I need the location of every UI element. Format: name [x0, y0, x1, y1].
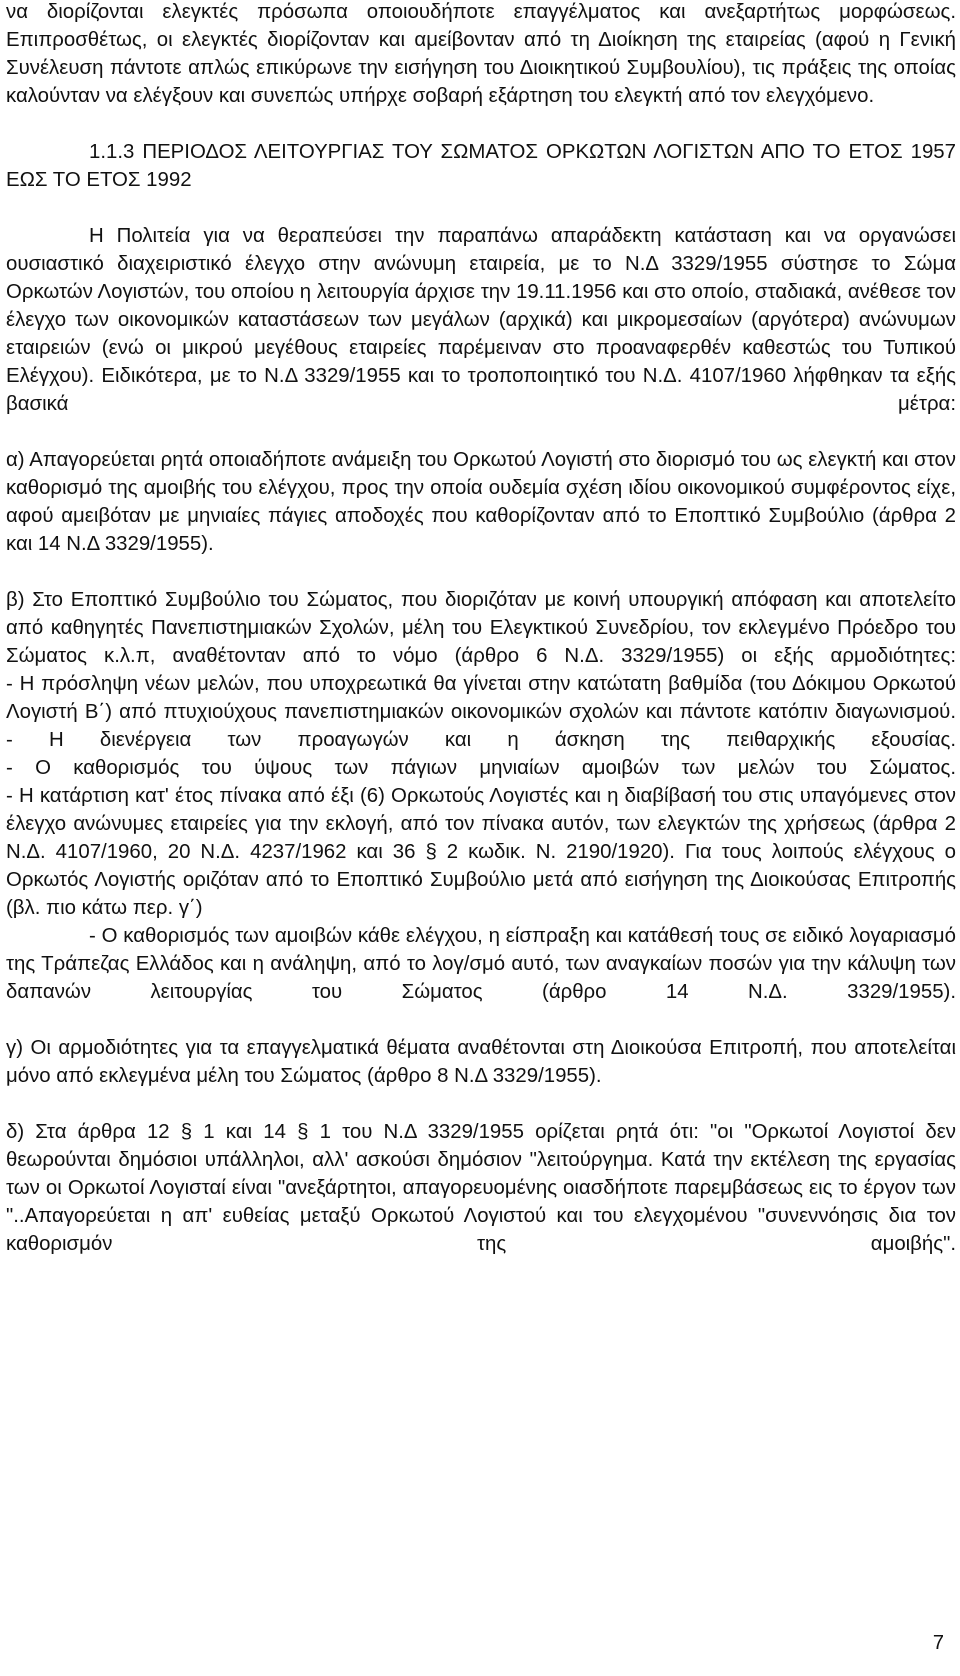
item-c-paragraph: γ) Οι αρμοδιότητες για τα επαγγελματικά θέματα αναθέτονται στη Διοικούσα Επιτροπή, που αποτελείται μόνο από εκλεγμένα μέλη του Σώματος (άρθρο 8 Ν.Δ 3329/1955).	[6, 1037, 956, 1087]
item-b-dash-item: - Ο καθορισμός των αμοιβών κάθε ελέγχου, η είσπραξη και κατάθεσή τους σε ειδικό λογαριασμό της Τράπεζας Ελλάδος και η ανάληψη, από το λογ/σμό αυτό, των αναγκαίων ποσών για την κάλυψη των δαπανών λειτουργίας του Σώματος (άρθρο 14 Ν.Δ. 3329/1955).	[6, 925, 956, 1003]
spacer	[6, 1090, 956, 1118]
intro-paragraph: να διορίζονται ελεγκτές πρόσωπα οποιουδήποτε επαγγέλματος και ανεξαρτήτως μορφώσεως. Επιπροσθέτως, οι ελεγκτές διορίζονταν και αμείβονταν από τη Διοίκηση της εταιρείας (αφού η Γενική Συνέλευση πάντοτε απλώς επικύρωνε την εισήγηση του Διοικητικού Συμβουλίου), τις πράξεις της οποίας καλούνταν να ελέγξουν και συνεπώς υπήρχε σοβαρή εξάρτηση του ελεγκτή από τον ελεγχόμενο.	[6, 1, 956, 107]
item-b-dash-item: - Η κατάρτιση κατ' έτος πίνακα από έξι (6) Ορκωτούς Λογιστές και η διαβίβασή του στις υπαγόμενες στον έλεγχο ανώνυμες εταιρείες για την εκλογή, από τον πίνακα αυτόν, των ελεγκτών της χρήσεως (άρθρα 2 Ν.Δ. 4107/1960, 20 Ν.Δ. 4237/1962 και 36 § 2 κωδικ. Ν. 2190/1920). Για τους λοιπούς ελέγχους ο Ορκωτός Λογιστής οριζόταν από το Εποπτικό Συμβούλιο μετά από εισήγηση της Διοικούσας Επιτροπής (βλ. πιο κάτω περ. γ΄)	[6, 785, 956, 919]
page-number: 7	[932, 1632, 944, 1654]
item-b-dash-item: - Η διενέργεια των προαγωγών και η άσκηση της πειθαρχικής εξουσίας.	[6, 729, 956, 751]
spacer	[6, 418, 956, 446]
spacer	[6, 1006, 956, 1034]
item-d-paragraph: δ) Στα άρθρα 12 § 1 και 14 § 1 του Ν.Δ 3329/1955 ορίζεται ρητά ότι: "οι "Ορκωτοί Λογιστοί δεν θεωρούνται δημόσιοι υπάλληλοι, αλλ' ασκούσι δημόσιον "λειτούργημα. Κατά την εκτέλεση της εργασίας των οι Ορκωτοί Λογισταί είναι "ανεξάρτητοι, απαγορευομένης οιασδήποτε παρεμβάσεως εις το έργον των "..Απαγορεύεται η απ' ευθείας μεταξύ Ορκωτού Λογιστού και του ελεγχομένου "συνεννόησις δια τον καθορισμόν της αμοιβής".	[6, 1121, 956, 1255]
body-paragraph: Η Πολιτεία για να θεραπεύσει την παραπάνω απαράδεκτη κατάσταση και να οργανώσει ουσιαστικό διαχειριστικό έλεγχο στην ανώνυμη εταιρεία, με το Ν.Δ 3329/1955 σύστησε το Σώμα Ορκωτών Λογιστών, του οποίου η λειτουργία άρχισε την 19.11.1956 και στο οποίο, σταδιακά, ανέθεσε τον έλεγχο των οικονομικών καταστάσεων των μεγάλων (αρχικά) και μικρομεσαίων (αργότερα) ανώνυμων εταιρειών (ενώ οι μικρού μεγέθους εταιρείες παρέμειναν στο προαναφερθέν καθεστώς του Τυπικού Ελέγχου). Ειδικότερα, με το Ν.Δ 3329/1955 και το τροποποιητικό του Ν.Δ. 4107/1960 λήφθηκαν τα εξής βασικά μέτρα:	[6, 225, 956, 415]
spacer	[6, 194, 956, 222]
item-b-dash-item: - Ο καθορισμός του ύψους των πάγιων μηνιαίων αμοιβών των μελών του Σώματος.	[6, 757, 956, 779]
spacer	[6, 558, 956, 586]
item-b-paragraph: β) Στο Εποπτικό Συμβούλιο του Σώματος, που διοριζόταν με κοινή υπουργική απόφαση και αποτελείτο από καθηγητές Πανεπιστημιακών Σχολών, μέλη του Ελεγκτικού Συνεδρίου, τον εκλεγμένο Πρόεδρο του Σώματος κ.λ.π, αναθέτονταν από το νόμο (άρθρο 6 Ν.Δ. 3329/1955) οι εξής αρμοδιότητες:	[6, 589, 956, 667]
spacer	[6, 110, 956, 138]
section-heading: 1.1.3 ΠΕΡΙΟΔΟΣ ΛΕΙΤΟΥΡΓΙΑΣ ΤΟΥ ΣΩΜΑΤΟΣ ΟΡΚΩΤΩΝ ΛΟΓΙΣΤΩΝ ΑΠΟ ΤΟ ΕΤΟΣ 1957 ΕΩΣ ΤΟ ΕΤΟΣ 1992	[6, 141, 956, 191]
item-a-paragraph: α) Απαγορεύεται ρητά οποιαδήποτε ανάμειξη του Ορκωτού Λογιστή στο διορισμό του ως ελεγκτή και στον καθορισμό της αμοιβής του ελέγχου, προς την οποία ουδεμία σχέση ιδίου οικονομικού συμφέροντος είχε, αφού αμειβόταν με μηνιαίες πάγιες αποδοχές που καθορίζονταν από το Εποπτικό Συμβούλιο (άρθρα 2 και 14 Ν.Δ 3329/1955).	[6, 449, 956, 555]
document-page	[6, 0, 956, 1258]
item-b-dash-item: - Η πρόσληψη νέων μελών, που υποχρεωτικά θα γίνεται στην κατώτατη βαθμίδα (του Δόκιμου Ορκωτού Λογιστή Β΄) από πτυχιούχους πανεπιστημιακών οικονομικών σχολών και πάντοτε κατόπιν διαγωνισμού.	[6, 673, 956, 723]
